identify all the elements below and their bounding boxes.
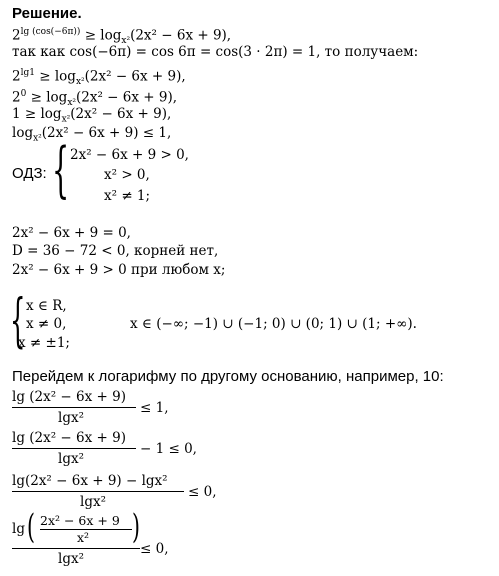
- fraction-4-left-paren: (: [27, 507, 35, 547]
- equation-line-2: так как cos(−6π) = cos 6π = cos(3 · 2π) = 1, то получаем:: [12, 44, 419, 60]
- fraction-1-numerator: lg (2x² − 6x + 9): [12, 389, 126, 405]
- odz-label: ОДЗ:: [12, 165, 47, 182]
- transition-text: Перейдем к логарифму по другому основанию, например, 10:: [12, 368, 444, 385]
- fraction-4-inner-denominator: x²: [77, 530, 90, 545]
- equation-line-1: $2^{lg (cos(-6\pi))} \ge \log_{x^2}(2x^2 - 6x + 9)$,: [12, 27, 232, 47]
- fraction-1-denominator: lgx²: [58, 410, 84, 426]
- fraction-2-denominator: lgx²: [58, 451, 84, 467]
- odz-condition-1: 2x² − 6x + 9 > 0,: [70, 147, 189, 163]
- equation-line-3: $2^{lg1} \ge \log_{x^2}(2x^2 - 6x + 9)$,: [12, 68, 186, 88]
- domain-result: x ∈ (−∞; −1) ∪ (−1; 0) ∪ (0; 1) ∪ (1; +∞).: [130, 316, 417, 332]
- fraction-3-denominator: lgx²: [80, 494, 106, 510]
- solve-line-1: 2x² − 6x + 9 = 0,: [12, 225, 131, 241]
- fraction-4-bar: [12, 548, 140, 549]
- solution-heading: Решение.: [12, 5, 82, 22]
- fraction-4-right-paren: ): [132, 507, 140, 547]
- solve-line-3: 2x² − 6x + 9 > 0 при любом x;: [12, 262, 226, 278]
- equation-line-4: $2^0 \ge \log_{x^2}(2x^2 - 6x + 9)$,: [12, 89, 178, 109]
- fraction-2-bar: [12, 448, 136, 449]
- odz-condition-2: x² > 0,: [104, 167, 150, 183]
- fraction-4-tail: ≤ 0,: [140, 541, 169, 557]
- fraction-2-numerator: lg (2x² − 6x + 9): [12, 430, 126, 446]
- system-condition-2: x ≠ 0,: [26, 316, 67, 332]
- fraction-4-lg: lg: [12, 521, 25, 537]
- fraction-3-bar: [12, 491, 184, 492]
- equation-line-5: $1 \ge \log_{x^2}(2x^2 - 6x + 9)$,: [12, 106, 172, 125]
- odz-condition-3: x² ≠ 1;: [104, 188, 151, 204]
- fraction-3-tail: ≤ 0,: [188, 484, 217, 500]
- fraction-1-tail: ≤ 1,: [140, 400, 169, 416]
- system-condition-3: x ≠ ±1;: [18, 335, 70, 351]
- fraction-3-numerator: lg(2x² − 6x + 9) − lgx²: [12, 473, 168, 489]
- system-condition-1: x ∈ R,: [26, 298, 67, 314]
- fraction-4-inner-numerator: 2x² − 6x + 9: [40, 513, 120, 528]
- system-brace: {: [10, 286, 26, 354]
- fraction-2-tail: − 1 ≤ 0,: [140, 441, 197, 457]
- solve-line-2: D = 36 − 72 < 0, корней нет,: [12, 243, 219, 259]
- odz-brace: {: [52, 135, 70, 205]
- fraction-1-bar: [12, 407, 136, 408]
- equation-line-6: $\log_{x^2}(2x^2 - 6x + 9) \le 1$,: [12, 125, 172, 144]
- fraction-4-denominator: lgx²: [58, 551, 84, 567]
